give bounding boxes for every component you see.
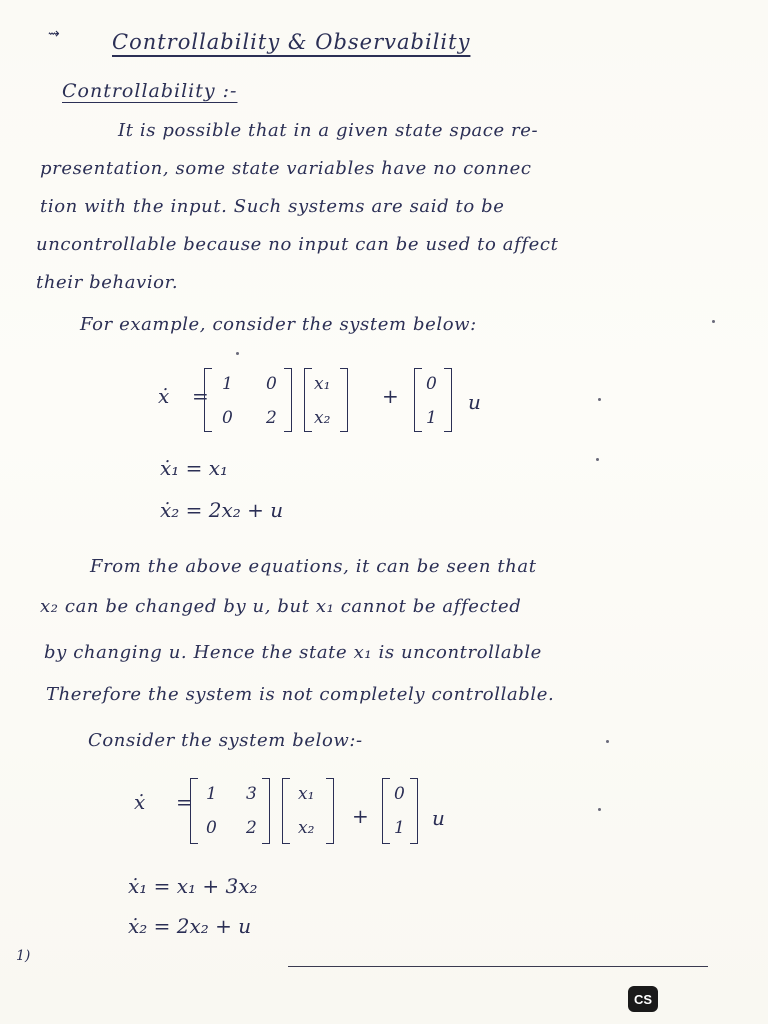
ex1-A-22: 2 xyxy=(266,408,277,428)
ex2-lhs: ẋ xyxy=(134,790,146,814)
ex2-A-11: 1 xyxy=(206,784,217,804)
paragraph2-line1: From the above equations, it can be seen that xyxy=(90,556,537,577)
ink-speck xyxy=(598,808,601,811)
ex1-A-21: 0 xyxy=(222,408,233,428)
ex1-x2: x₂ xyxy=(314,408,331,428)
ex2-B-right-bracket xyxy=(410,778,418,844)
paragraph1-line5: their behavior. xyxy=(36,272,179,293)
ex2-u: u xyxy=(432,806,445,830)
ex2-x-right-bracket xyxy=(326,778,334,844)
ex1-plus: + xyxy=(382,384,399,408)
ex1-equals: = xyxy=(192,384,209,408)
ex2-B-left-bracket xyxy=(382,778,390,844)
example1-intro: For example, consider the system below: xyxy=(80,314,477,335)
ink-speck xyxy=(712,320,715,323)
ink-speck xyxy=(606,740,609,743)
ex2-A-left-bracket xyxy=(190,778,198,844)
ex2-x2: x₂ xyxy=(298,818,315,838)
ex2-A-22: 2 xyxy=(246,818,257,838)
ex1-A-11: 1 xyxy=(222,374,233,394)
paragraph2-line3: by changing u. Hence the state x₁ is uncontrollable xyxy=(44,642,542,663)
ex1-B-2: 1 xyxy=(426,408,437,428)
ex2-eq1: ẋ₁ = x₁ + 3x₂ xyxy=(128,874,258,898)
ex1-lhs: ẋ xyxy=(158,384,170,408)
ex1-A-12: 0 xyxy=(266,374,277,394)
ex1-x1: x₁ xyxy=(314,374,331,394)
ex1-eq2: ẋ₂ = 2x₂ + u xyxy=(160,498,284,522)
paragraph1-line4: uncontrollable because no input can be used to affect xyxy=(36,234,559,255)
margin-mark-icon: ⇝ xyxy=(48,26,60,42)
section-heading: Controllability :- xyxy=(62,80,238,102)
ink-speck xyxy=(596,458,599,461)
ex1-eq1: ẋ₁ = x₁ xyxy=(160,456,229,480)
footer-rule xyxy=(288,966,708,967)
ex1-x-right-bracket xyxy=(340,368,348,432)
ex2-A-12: 3 xyxy=(246,784,257,804)
ex2-A-right-bracket xyxy=(262,778,270,844)
paragraph2-line5: Consider the system below:- xyxy=(88,730,363,751)
paragraph1-line2: presentation, some state variables have no connec xyxy=(40,158,532,179)
ex1-B-1: 0 xyxy=(426,374,437,394)
ink-speck xyxy=(598,398,601,401)
ex2-A-21: 0 xyxy=(206,818,217,838)
page-number: 1) xyxy=(16,948,31,964)
ex1-B-left-bracket xyxy=(414,368,422,432)
ex1-B-right-bracket xyxy=(444,368,452,432)
ex1-u: u xyxy=(468,390,481,414)
paragraph1-line1: It is possible that in a given state space re- xyxy=(118,120,539,141)
paragraph1-line3: tion with the input. Such systems are said to be xyxy=(40,196,505,217)
paragraph2-line4: Therefore the system is not completely controllable. xyxy=(46,684,555,705)
ex1-A-left-bracket xyxy=(204,368,212,432)
page-title: Controllability & Observability xyxy=(112,30,471,54)
ex1-x-left-bracket xyxy=(304,368,312,432)
ex1-A-right-bracket xyxy=(284,368,292,432)
ink-speck xyxy=(236,352,239,355)
ex2-equals: = xyxy=(176,790,193,814)
ex2-eq2: ẋ₂ = 2x₂ + u xyxy=(128,914,252,938)
ex2-B-1: 0 xyxy=(394,784,405,804)
paragraph2-line2: x₂ can be changed by u, but x₁ cannot be affected xyxy=(40,596,522,617)
ex2-x1: x₁ xyxy=(298,784,315,804)
ex2-B-2: 1 xyxy=(394,818,405,838)
camscanner-logo-icon: CS xyxy=(628,986,658,1012)
ex2-x-left-bracket xyxy=(282,778,290,844)
ex2-plus: + xyxy=(352,804,369,828)
